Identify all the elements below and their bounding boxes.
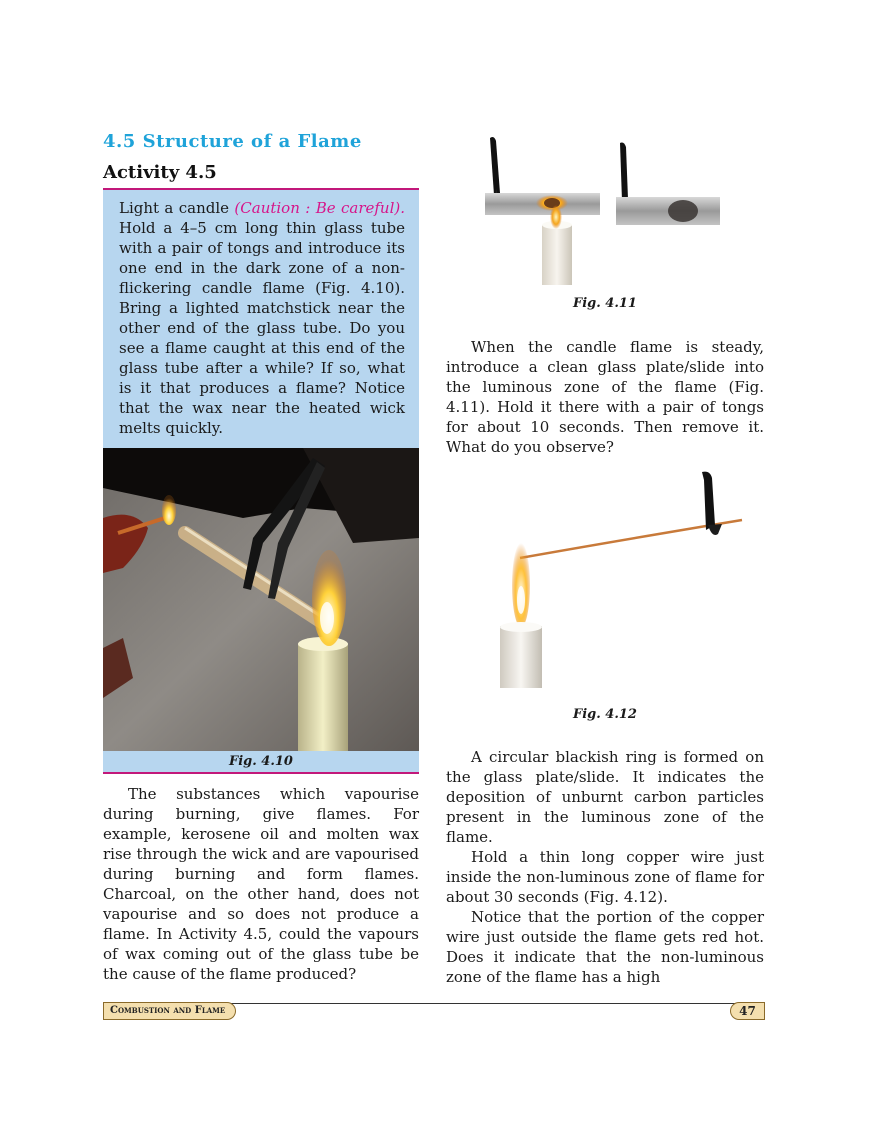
section-number: 4.5 bbox=[103, 131, 136, 152]
right-column-top bbox=[446, 337, 764, 457]
right-column-bottom bbox=[446, 747, 764, 987]
footer-chapter bbox=[103, 1002, 236, 1020]
right-paragraph-1: When the candle flame is steady, introduce a clean glass plate/slide into the luminous zone of the flame (Fig. 4.11). Hold it there with a pair of tongs for about 10 seconds. Then remove it. What do you observe? bbox=[446, 338, 764, 456]
right-paragraph-4: Notice that the portion of the copper wire just outside the flame gets red hot. Does it indicate that the non-luminous zone of the flame has a high bbox=[446, 908, 764, 986]
section-title bbox=[103, 131, 362, 152]
fig-410-caption: Fig. 4.10 bbox=[103, 751, 419, 774]
fig-412-photo bbox=[490, 470, 745, 688]
activity-text-lead: Light a candle bbox=[119, 199, 235, 217]
left-column bbox=[103, 784, 419, 984]
footer-chapter-text: Combustion and Flame bbox=[110, 1005, 226, 1016]
right-paragraph-3: Hold a thin long copper wire just inside the non-luminous zone of flame for about 30 seconds (Fig. 4.12). bbox=[446, 848, 764, 906]
section-title-text: Structure of a Flame bbox=[142, 131, 362, 152]
fig-412-caption: Fig. 4.12 bbox=[573, 707, 637, 722]
caution-note: (Caution : Be careful). bbox=[234, 199, 405, 217]
page-number: 47 bbox=[730, 1002, 765, 1020]
fig-411-photo bbox=[480, 133, 725, 288]
activity-title: Activity 4.5 bbox=[103, 162, 217, 183]
activity-text bbox=[119, 198, 405, 438]
activity-box bbox=[103, 190, 419, 448]
left-paragraph-1: The substances which vapourise during burning, give flames. For example, kerosene oil and molten wax rise through the wick and are vapourised during burning and form flames. Charcoal, on the other hand, does not vapourise and so does not produce a flame. In Activity 4.5, could the vapours of wax coming out of the glass tube be the cause of the flame produced? bbox=[103, 785, 419, 983]
activity-text-rest: Hold a 4–5 cm long thin glass tube with a pair of tongs and introduce its one end in the dark zone of a non-flickering candle flame (Fig. 4.10). Bring a lighted matchstick near the other end of the glass tube. Do you see a flame caught at this end of the glass tube after a while? If so, what is it that produces a flame? Notice that the wax near the heated wick melts quickly. bbox=[119, 219, 405, 437]
right-paragraph-2: A circular blackish ring is formed on the glass plate/slide. It indicates the deposition of unburnt carbon particles present in the luminous zone of the flame. bbox=[446, 748, 764, 846]
fig-410-photo bbox=[103, 448, 419, 751]
fig-411-caption: Fig. 4.11 bbox=[573, 296, 637, 311]
